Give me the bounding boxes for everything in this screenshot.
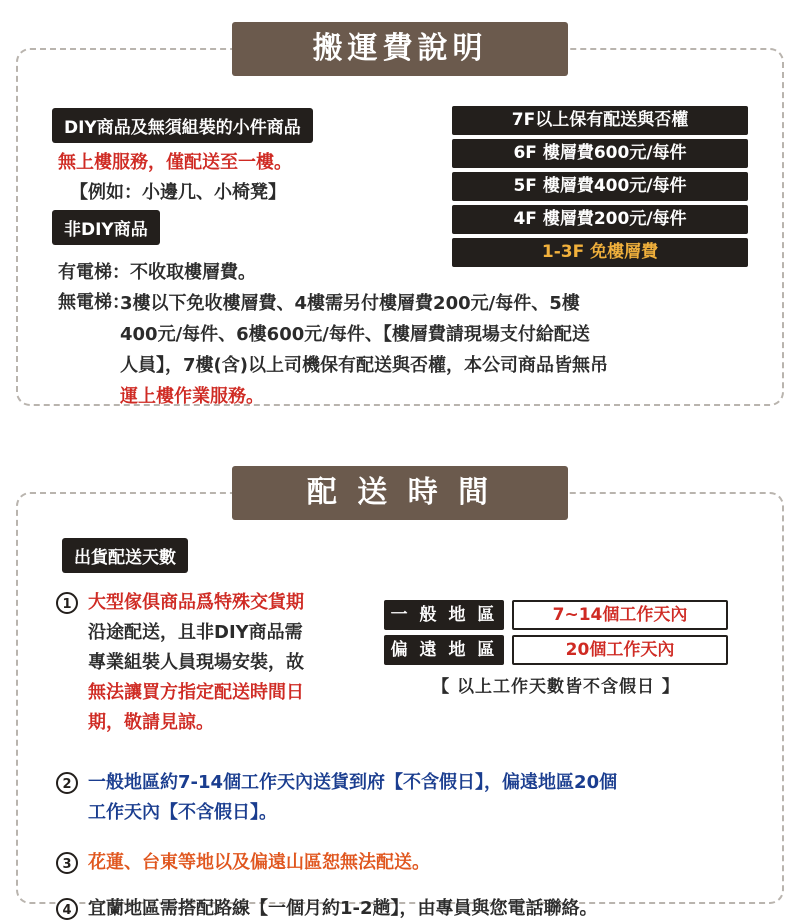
floor-fee-row: 4F 樓層費200元/每件 bbox=[452, 205, 748, 234]
list-item-line: 一般地區約7-14個工作天內送貨到府【不含假日】，偏遠地區20個 bbox=[88, 772, 618, 793]
area-label: 一 般 地 區 bbox=[384, 600, 504, 630]
floor-fee-row: 6F 樓層費600元/每件 bbox=[452, 139, 748, 168]
list-item-bullet: 1 bbox=[56, 592, 78, 614]
shipping-fee-banner: 搬運費說明 bbox=[232, 22, 568, 76]
area-days-table bbox=[384, 600, 728, 670]
shipping-days-tag bbox=[62, 538, 188, 573]
non-diy-products-tag-label: 非DIY商品 bbox=[64, 220, 148, 240]
area-label: 偏 遠 地 區 bbox=[384, 635, 504, 665]
shipping-days-tag-label: 出貨配送天數 bbox=[74, 548, 176, 568]
no-elevator-label: 無電梯： bbox=[58, 292, 130, 313]
delivery-time-banner: 配 送 時 間 bbox=[232, 466, 568, 520]
list-item bbox=[88, 588, 368, 738]
list-item-line: 宜蘭地區需搭配路線【一個月約1-2趟】，由專員與您電話聯絡。 bbox=[88, 898, 598, 919]
list-item-line: 期，敬請見諒。 bbox=[88, 712, 214, 733]
working-days-note: 【 以上工作天數皆不含假日 】 bbox=[432, 677, 680, 697]
floor-fee-row: 7F以上保有配送與否權 bbox=[452, 106, 748, 135]
no-elevator-line-4: 運上樓作業服務。 bbox=[120, 386, 264, 407]
list-item-line: 無法讓買方指定配送時間日 bbox=[88, 682, 304, 703]
floor-fee-table bbox=[452, 106, 748, 271]
list-item bbox=[88, 768, 768, 828]
no-elevator-line-1: 3樓以下免收樓層費、4樓需另付樓層費200元/每件、5樓 bbox=[120, 293, 580, 314]
floor-fee-row: 5F 樓層費400元/每件 bbox=[452, 172, 748, 201]
no-elevator-line-3: 人員】，7樓(含)以上司機保有配送與否權，本公司商品皆無吊 bbox=[120, 355, 608, 376]
non-diy-products-tag bbox=[52, 210, 160, 245]
list-item-bullet: 3 bbox=[56, 852, 78, 874]
no-elevator-line-2: 400元/每件、6樓600元/每件、【樓層費請現場支付給配送 bbox=[120, 324, 590, 345]
example-items-text: 【例如：小邊几、小椅凳】 bbox=[70, 182, 286, 203]
list-item-line: 沿途配送，且非DIY商品需 bbox=[88, 622, 303, 643]
list-item-line: 工作天內【不含假日】。 bbox=[88, 802, 277, 823]
list-item bbox=[88, 848, 768, 878]
list-item-line: 花蓮、台東等地以及偏遠山區恕無法配送。 bbox=[88, 852, 430, 873]
floor-fee-row-free: 1-3F 免樓層費 bbox=[452, 238, 748, 267]
no-elevator-detail bbox=[120, 288, 760, 412]
area-days-row bbox=[384, 635, 728, 665]
list-item-line: 專業組裝人員現場安裝，故 bbox=[88, 652, 304, 673]
list-item bbox=[88, 894, 778, 924]
list-item-bullet: 4 bbox=[56, 898, 78, 920]
diy-products-tag-label: DIY商品及無須組裝的小件商品 bbox=[64, 118, 301, 138]
area-value: 7~14個工作天內 bbox=[512, 600, 728, 630]
area-days-row bbox=[384, 600, 728, 630]
list-item-line: 大型傢俱商品爲特殊交貨期 bbox=[88, 592, 304, 613]
area-value: 20個工作天內 bbox=[512, 635, 728, 665]
no-stairs-service-text: 無上樓服務，僅配送至一樓。 bbox=[58, 152, 292, 173]
list-item-bullet: 2 bbox=[56, 772, 78, 794]
with-elevator-text: 有電梯：不收取樓層費。 bbox=[58, 262, 256, 283]
diy-products-tag bbox=[52, 108, 313, 143]
